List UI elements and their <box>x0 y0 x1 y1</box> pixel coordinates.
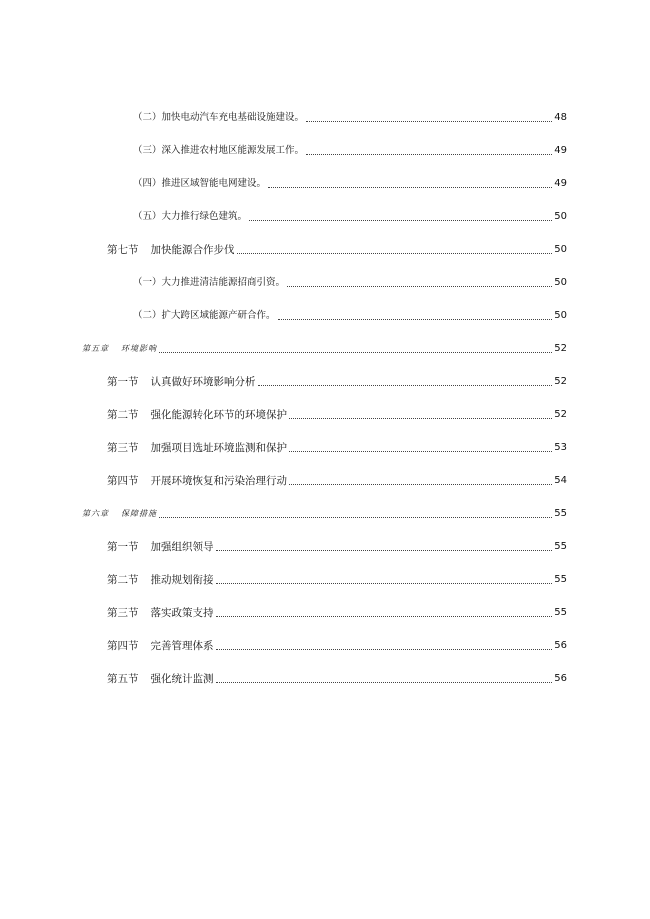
toc-entry-label: （三）深入推进农村地区能源发展工作。 <box>133 145 305 156</box>
section-title: 推动规划衔接 <box>150 574 214 586</box>
section-number: 第五节 <box>107 673 139 685</box>
toc-page-number: 55 <box>554 574 567 585</box>
chapter-number: 第六章 <box>82 509 109 518</box>
toc-section-entry[interactable] <box>0 240 650 256</box>
toc-entry[interactable] <box>0 108 650 124</box>
toc-entry[interactable] <box>0 306 650 322</box>
dot-leader <box>159 351 552 353</box>
section-number: 第一节 <box>107 541 139 553</box>
toc-section-entry[interactable] <box>0 570 650 586</box>
dot-leader <box>216 582 553 584</box>
section-number: 第七节 <box>107 244 139 256</box>
toc-section-entry[interactable] <box>0 372 650 388</box>
dot-leader <box>278 318 553 320</box>
section-number: 第三节 <box>107 607 139 619</box>
toc-entry[interactable] <box>0 207 650 223</box>
toc-page-number: 49 <box>554 178 567 189</box>
toc-page-number: 50 <box>554 244 567 255</box>
section-title: 完善管理体系 <box>150 640 214 652</box>
toc-entry-label: （二）加快电动汽车充电基础设施建设。 <box>133 112 305 123</box>
toc-page-number: 53 <box>554 442 567 453</box>
toc-chapter-entry[interactable] <box>0 504 650 520</box>
dot-leader <box>306 120 552 122</box>
toc-page-number: 50 <box>554 310 567 321</box>
dot-leader <box>216 615 553 617</box>
dot-leader <box>216 648 553 650</box>
toc-page-number: 56 <box>554 640 567 651</box>
toc-section-entry[interactable] <box>0 669 650 685</box>
section-number: 第三节 <box>107 442 139 454</box>
toc-page-number: 49 <box>554 145 567 156</box>
toc-chapter-entry[interactable] <box>0 339 650 355</box>
dot-leader <box>258 384 553 386</box>
toc-page-number: 54 <box>554 475 567 486</box>
toc-section-entry[interactable] <box>0 405 650 421</box>
toc-section-entry[interactable] <box>0 537 650 553</box>
dot-leader <box>289 450 552 452</box>
toc-entry[interactable] <box>0 174 650 190</box>
dot-leader <box>289 417 552 419</box>
section-title: 强化统计监测 <box>150 673 214 685</box>
section-title: 强化能源转化环节的环境保护 <box>150 409 287 421</box>
section-number: 第二节 <box>107 574 139 586</box>
toc-page-number: 52 <box>554 409 567 420</box>
toc-entry-label: （二）扩大跨区域能源产研合作。 <box>133 310 276 321</box>
toc-page-number: 50 <box>554 277 567 288</box>
dot-leader <box>287 285 552 287</box>
toc-section-entry[interactable] <box>0 636 650 652</box>
toc-page-number: 55 <box>554 541 567 552</box>
section-title: 加强项目选址环境监测和保护 <box>150 442 287 454</box>
toc-entry-label: （五）大力推行绿色建筑。 <box>133 211 248 222</box>
toc-page-number: 56 <box>554 673 567 684</box>
toc-page-number: 52 <box>554 376 567 387</box>
toc-page-number: 55 <box>554 607 567 618</box>
section-title: 加强组织领导 <box>150 541 214 553</box>
chapter-number: 第五章 <box>82 344 109 353</box>
dot-leader <box>306 153 552 155</box>
toc-section-entry[interactable] <box>0 603 650 619</box>
section-number: 第一节 <box>107 376 139 388</box>
section-title: 落实政策支持 <box>150 607 214 619</box>
chapter-title: 环境影响 <box>121 344 157 353</box>
section-title: 开展环境恢复和污染治理行动 <box>150 475 287 487</box>
section-title: 加快能源合作步伐 <box>150 244 235 256</box>
toc-page-number: 52 <box>554 343 567 354</box>
dot-leader <box>268 186 552 188</box>
toc-entry[interactable] <box>0 273 650 289</box>
dot-leader <box>216 549 553 551</box>
toc-section-entry[interactable] <box>0 471 650 487</box>
toc-section-entry[interactable] <box>0 438 650 454</box>
section-title: 认真做好环境影响分析 <box>150 376 256 388</box>
toc-entry-label: （一）大力推进清洁能源招商引资。 <box>133 277 286 288</box>
dot-leader <box>249 219 552 221</box>
section-number: 第二节 <box>107 409 139 421</box>
dot-leader <box>289 483 552 485</box>
toc-page-number: 55 <box>554 508 567 519</box>
section-number: 第四节 <box>107 640 139 652</box>
dot-leader <box>159 516 552 518</box>
toc-entry[interactable] <box>0 141 650 157</box>
toc-page-number: 50 <box>554 211 567 222</box>
dot-leader <box>216 681 553 683</box>
section-number: 第四节 <box>107 475 139 487</box>
toc-page-number: 48 <box>554 112 567 123</box>
toc-entry-label: （四）推进区域智能电网建设。 <box>133 178 267 189</box>
dot-leader <box>237 252 553 254</box>
chapter-title: 保障措施 <box>121 509 157 518</box>
